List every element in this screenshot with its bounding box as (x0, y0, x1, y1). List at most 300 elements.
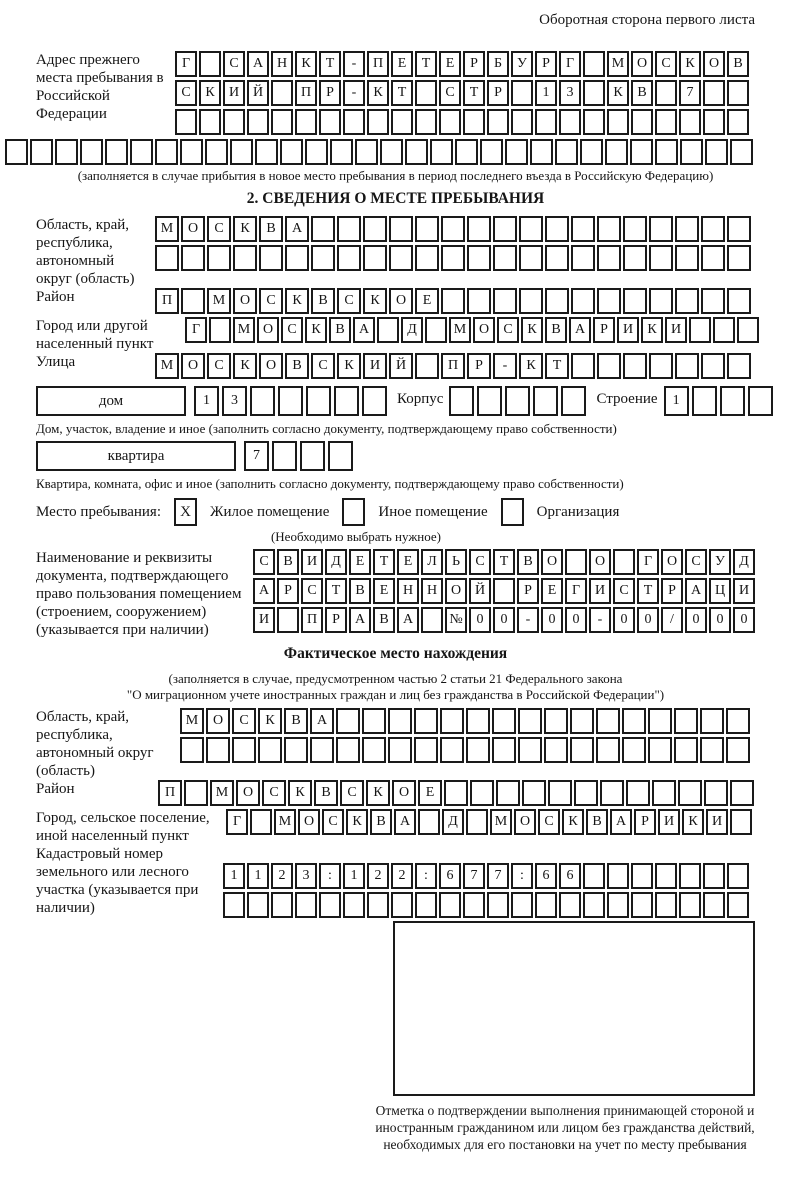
char-cell: О (236, 780, 260, 806)
char-cell (336, 708, 360, 734)
char-cell (496, 780, 520, 806)
char-cell (570, 708, 594, 734)
char-cell: С (311, 353, 335, 379)
char-cell (679, 892, 701, 918)
char-cell (363, 216, 387, 242)
actual-region-grid (180, 708, 750, 766)
char-cell (492, 708, 516, 734)
char-cell (206, 737, 230, 763)
char-cell (700, 737, 724, 763)
district-grid-row (155, 288, 751, 314)
char-cell: И (706, 809, 728, 835)
char-cell: И (617, 317, 639, 343)
city-label: Город или другой населенный пункт (36, 318, 154, 352)
char-cell (330, 139, 353, 165)
char-cell: Р (319, 80, 341, 106)
char-cell: Р (467, 353, 491, 379)
char-cell (544, 708, 568, 734)
char-cell (535, 892, 557, 918)
char-cell (430, 139, 453, 165)
char-cell (748, 386, 773, 416)
city-grid-row (185, 317, 759, 343)
char-cell (363, 245, 387, 271)
document-grid-row-2 (253, 578, 755, 604)
char-cell (623, 245, 647, 271)
char-cell: В (545, 317, 567, 343)
char-cell: Т (463, 80, 485, 106)
char-cell (295, 109, 317, 135)
char-cell (463, 109, 485, 135)
char-cell: А (353, 317, 375, 343)
char-cell (631, 109, 653, 135)
char-cell: 0 (565, 607, 587, 633)
char-cell (583, 51, 605, 77)
char-cell (675, 288, 699, 314)
char-cell (493, 216, 517, 242)
char-cell: С (685, 549, 707, 575)
char-cell: И (733, 578, 755, 604)
char-cell: 7 (679, 80, 701, 106)
char-cell: С (538, 809, 560, 835)
char-cell (391, 892, 413, 918)
char-cell: А (685, 578, 707, 604)
char-cell (105, 139, 128, 165)
char-cell: К (521, 317, 543, 343)
char-cell: Р (517, 578, 539, 604)
actual-region-block (36, 708, 755, 780)
char-cell: О (257, 317, 279, 343)
char-cell (596, 737, 620, 763)
char-cell (415, 892, 437, 918)
char-cell: 1 (247, 863, 269, 889)
char-cell: С (337, 288, 361, 314)
cadastral-label: Кадастровый номер земельного или лесного участка (указывается при наличии) (36, 846, 199, 916)
stay-type-label: Место пребывания: (36, 503, 161, 520)
char-cell: Г (565, 578, 587, 604)
stay-option-checkbox-organization (501, 498, 524, 526)
char-cell: Т (637, 578, 659, 604)
char-cell: И (253, 607, 275, 633)
char-cell (421, 607, 443, 633)
region-grid-row-2 (155, 245, 751, 271)
char-cell: К (305, 317, 327, 343)
char-cell: С (207, 216, 231, 242)
char-cell: 0 (733, 607, 755, 633)
char-cell (726, 708, 750, 734)
char-cell: П (155, 288, 179, 314)
char-cell: С (613, 578, 635, 604)
char-cell (449, 386, 474, 416)
char-cell (391, 109, 413, 135)
char-cell (622, 708, 646, 734)
char-cell (713, 317, 735, 343)
char-cell: С (340, 780, 364, 806)
district-label: Район (36, 289, 75, 305)
korpus-label: Корпус (397, 391, 444, 407)
char-cell: 3 (295, 863, 317, 889)
char-cell: 2 (271, 863, 293, 889)
char-cell (689, 317, 711, 343)
confirmation-mark-box (393, 921, 755, 1096)
stroenie-grid (664, 386, 773, 416)
char-cell: 0 (637, 607, 659, 633)
char-cell: А (394, 809, 416, 835)
char-cell (649, 353, 673, 379)
char-cell: О (445, 578, 467, 604)
char-cell (223, 109, 245, 135)
street-grid-row (155, 353, 751, 379)
char-cell: Р (593, 317, 615, 343)
char-cell (271, 80, 293, 106)
char-cell: 0 (493, 607, 515, 633)
actual-location-caption-2: "О миграционном учете иностранных граждан и лиц без гражданства в Российской Федерации") (126, 687, 665, 702)
char-cell: Р (325, 607, 347, 633)
char-cell (389, 216, 413, 242)
char-cell (258, 737, 282, 763)
char-cell: 2 (367, 863, 389, 889)
char-cell: М (155, 216, 179, 242)
char-cell (343, 109, 365, 135)
char-cell: - (517, 607, 539, 633)
char-cell: С (175, 80, 197, 106)
char-cell (377, 317, 399, 343)
char-cell: М (210, 780, 234, 806)
char-cell: В (277, 549, 299, 575)
char-cell: М (607, 51, 629, 77)
char-cell: 7 (244, 441, 269, 471)
char-cell (439, 109, 461, 135)
char-cell (441, 216, 465, 242)
char-cell: Й (389, 353, 413, 379)
char-cell: В (727, 51, 749, 77)
char-cell (701, 216, 725, 242)
char-cell (355, 139, 378, 165)
actual-city-grid-row (226, 809, 752, 835)
char-cell: К (366, 780, 390, 806)
char-cell (362, 737, 386, 763)
char-cell: О (589, 549, 611, 575)
char-cell: П (158, 780, 182, 806)
char-cell (648, 708, 672, 734)
char-cell (675, 245, 699, 271)
char-cell: П (441, 353, 465, 379)
char-cell (571, 353, 595, 379)
char-cell: Р (487, 80, 509, 106)
char-cell (439, 892, 461, 918)
house-row (36, 386, 755, 419)
char-cell: 1 (223, 863, 245, 889)
char-cell: Т (391, 80, 413, 106)
char-cell (545, 216, 569, 242)
char-cell (130, 139, 153, 165)
char-cell: Л (421, 549, 443, 575)
char-cell (493, 578, 515, 604)
char-cell: 0 (469, 607, 491, 633)
char-cell: И (363, 353, 387, 379)
char-cell (655, 139, 678, 165)
char-cell: : (415, 863, 437, 889)
char-cell: К (562, 809, 584, 835)
apartment-name-box: квартира (36, 441, 236, 471)
char-cell (545, 245, 569, 271)
char-cell (622, 737, 646, 763)
char-cell (199, 51, 221, 77)
char-cell (655, 892, 677, 918)
prev-address-grid (175, 51, 749, 138)
char-cell (727, 80, 749, 106)
char-cell: В (284, 708, 308, 734)
stay-option-checkbox-other (342, 498, 365, 526)
char-cell (30, 139, 53, 165)
char-cell (730, 809, 752, 835)
char-cell: О (181, 353, 205, 379)
char-cell (328, 441, 353, 471)
apartment-number-grid (244, 441, 353, 471)
char-cell (559, 109, 581, 135)
char-cell: 0 (709, 607, 731, 633)
char-cell (511, 892, 533, 918)
char-cell: О (392, 780, 416, 806)
char-cell (727, 892, 749, 918)
char-cell: В (314, 780, 338, 806)
char-cell (5, 139, 28, 165)
char-cell (701, 353, 725, 379)
char-cell (623, 216, 647, 242)
char-cell (389, 245, 413, 271)
char-cell (441, 288, 465, 314)
char-cell: О (473, 317, 495, 343)
char-cell: X (174, 498, 197, 526)
char-cell: О (298, 809, 320, 835)
char-cell: К (367, 80, 389, 106)
char-cell (545, 288, 569, 314)
char-cell: Т (415, 51, 437, 77)
char-cell (441, 245, 465, 271)
char-cell (180, 737, 204, 763)
char-cell (362, 386, 387, 416)
char-cell (209, 317, 231, 343)
char-cell (305, 139, 328, 165)
char-cell: П (295, 80, 317, 106)
char-cell: К (258, 708, 282, 734)
char-cell: В (517, 549, 539, 575)
char-cell: О (631, 51, 653, 77)
char-cell: 0 (541, 607, 563, 633)
char-cell: С (253, 549, 275, 575)
char-cell (518, 737, 542, 763)
char-cell: В (285, 353, 309, 379)
char-cell (652, 780, 676, 806)
char-cell: С (655, 51, 677, 77)
char-cell: А (253, 578, 275, 604)
char-cell (470, 780, 494, 806)
char-cell: О (514, 809, 536, 835)
char-cell: Т (373, 549, 395, 575)
char-cell: 2 (391, 863, 413, 889)
char-cell: И (658, 809, 680, 835)
char-cell (501, 498, 524, 526)
char-cell (492, 737, 516, 763)
char-cell: С (469, 549, 491, 575)
char-cell: - (343, 80, 365, 106)
char-cell (415, 109, 437, 135)
char-cell (597, 245, 621, 271)
char-cell (155, 245, 179, 271)
cadastral-grid (223, 845, 749, 921)
house-name-box: дом (36, 386, 186, 416)
char-cell (319, 892, 341, 918)
char-cell: С (497, 317, 519, 343)
char-cell: Г (226, 809, 248, 835)
actual-district-block (36, 780, 755, 809)
char-cell (701, 245, 725, 271)
char-cell (440, 737, 464, 763)
page-side-note: Оборотная сторона первого листа (539, 12, 755, 28)
char-cell: Д (401, 317, 423, 343)
char-cell: Г (559, 51, 581, 77)
prev-address-extra-row (5, 139, 755, 165)
char-cell (678, 780, 702, 806)
prev-address-block (36, 51, 755, 138)
char-cell: М (449, 317, 471, 343)
char-cell: С (281, 317, 303, 343)
char-cell (271, 892, 293, 918)
char-cell (596, 708, 620, 734)
char-cell (466, 809, 488, 835)
char-cell: К (363, 288, 387, 314)
char-cell (477, 386, 502, 416)
char-cell: С (259, 288, 283, 314)
char-cell (533, 386, 558, 416)
char-cell: С (262, 780, 286, 806)
char-cell (487, 892, 509, 918)
char-cell: О (233, 288, 257, 314)
char-cell: - (343, 51, 365, 77)
char-cell: Д (442, 809, 464, 835)
char-cell (414, 737, 438, 763)
char-cell: И (665, 317, 687, 343)
char-cell: Ц (709, 578, 731, 604)
char-cell: 1 (535, 80, 557, 106)
document-grid-row-1 (253, 549, 755, 575)
char-cell: Д (733, 549, 755, 575)
char-cell (544, 737, 568, 763)
char-cell: А (247, 51, 269, 77)
house-caption: Дом, участок, владение и иное (заполнить согласно документу, подтверждающему право собственности) (36, 421, 617, 436)
char-cell: И (589, 578, 611, 604)
char-cell (607, 863, 629, 889)
char-cell (597, 353, 621, 379)
apartment-row (36, 441, 755, 474)
char-cell (605, 139, 628, 165)
char-cell (730, 780, 754, 806)
char-cell: И (301, 549, 323, 575)
char-cell (342, 498, 365, 526)
char-cell (311, 216, 335, 242)
char-cell (570, 737, 594, 763)
char-cell (306, 386, 331, 416)
actual-region-grid-row-2 (180, 737, 750, 763)
char-cell: - (493, 353, 517, 379)
char-cell (247, 892, 269, 918)
char-cell: К (337, 353, 361, 379)
char-cell: И (223, 80, 245, 106)
char-cell (519, 288, 543, 314)
char-cell (727, 353, 751, 379)
char-cell: Г (175, 51, 197, 77)
region-grid (155, 216, 751, 274)
char-cell: А (285, 216, 309, 242)
char-cell (250, 809, 272, 835)
char-cell (223, 892, 245, 918)
char-cell (648, 737, 672, 763)
char-cell (511, 80, 533, 106)
char-cell (737, 317, 759, 343)
char-cell (559, 892, 581, 918)
char-cell: Т (493, 549, 515, 575)
char-cell: Р (634, 809, 656, 835)
char-cell (518, 708, 542, 734)
char-cell: 6 (535, 863, 557, 889)
char-cell (571, 216, 595, 242)
char-cell (511, 109, 533, 135)
char-cell: С (207, 353, 231, 379)
char-cell (233, 245, 257, 271)
char-cell (597, 216, 621, 242)
char-cell: К (233, 216, 257, 242)
char-cell (311, 245, 335, 271)
char-cell: М (180, 708, 204, 734)
char-cell: М (274, 809, 296, 835)
char-cell: Р (277, 578, 299, 604)
char-cell (561, 386, 586, 416)
prev-address-caption: (заполняется в случае прибытия в новое место пребывания в период последнего въезда в Российскую Федерацию) (77, 168, 714, 183)
char-cell (674, 708, 698, 734)
actual-district-grid-row (158, 780, 754, 806)
char-cell: 1 (664, 386, 689, 416)
char-cell (565, 549, 587, 575)
char-cell (613, 549, 635, 575)
char-cell: Е (391, 51, 413, 77)
char-cell (337, 216, 361, 242)
char-cell (692, 386, 717, 416)
char-cell (703, 892, 725, 918)
char-cell (230, 139, 253, 165)
char-cell: 1 (343, 863, 365, 889)
char-cell (388, 708, 412, 734)
char-cell (571, 245, 595, 271)
char-cell: Е (418, 780, 442, 806)
char-cell: : (319, 863, 341, 889)
char-cell (272, 441, 297, 471)
actual-city-block (36, 809, 755, 845)
char-cell (247, 109, 269, 135)
char-cell (679, 863, 701, 889)
char-cell: № (445, 607, 467, 633)
region-block (36, 216, 755, 288)
char-cell (703, 863, 725, 889)
char-cell (184, 780, 208, 806)
char-cell: 7 (463, 863, 485, 889)
char-cell: 6 (439, 863, 461, 889)
char-cell (367, 892, 389, 918)
char-cell (444, 780, 468, 806)
char-cell (337, 245, 361, 271)
char-cell: О (703, 51, 725, 77)
char-cell (519, 216, 543, 242)
char-cell (380, 139, 403, 165)
char-cell: Т (325, 578, 347, 604)
